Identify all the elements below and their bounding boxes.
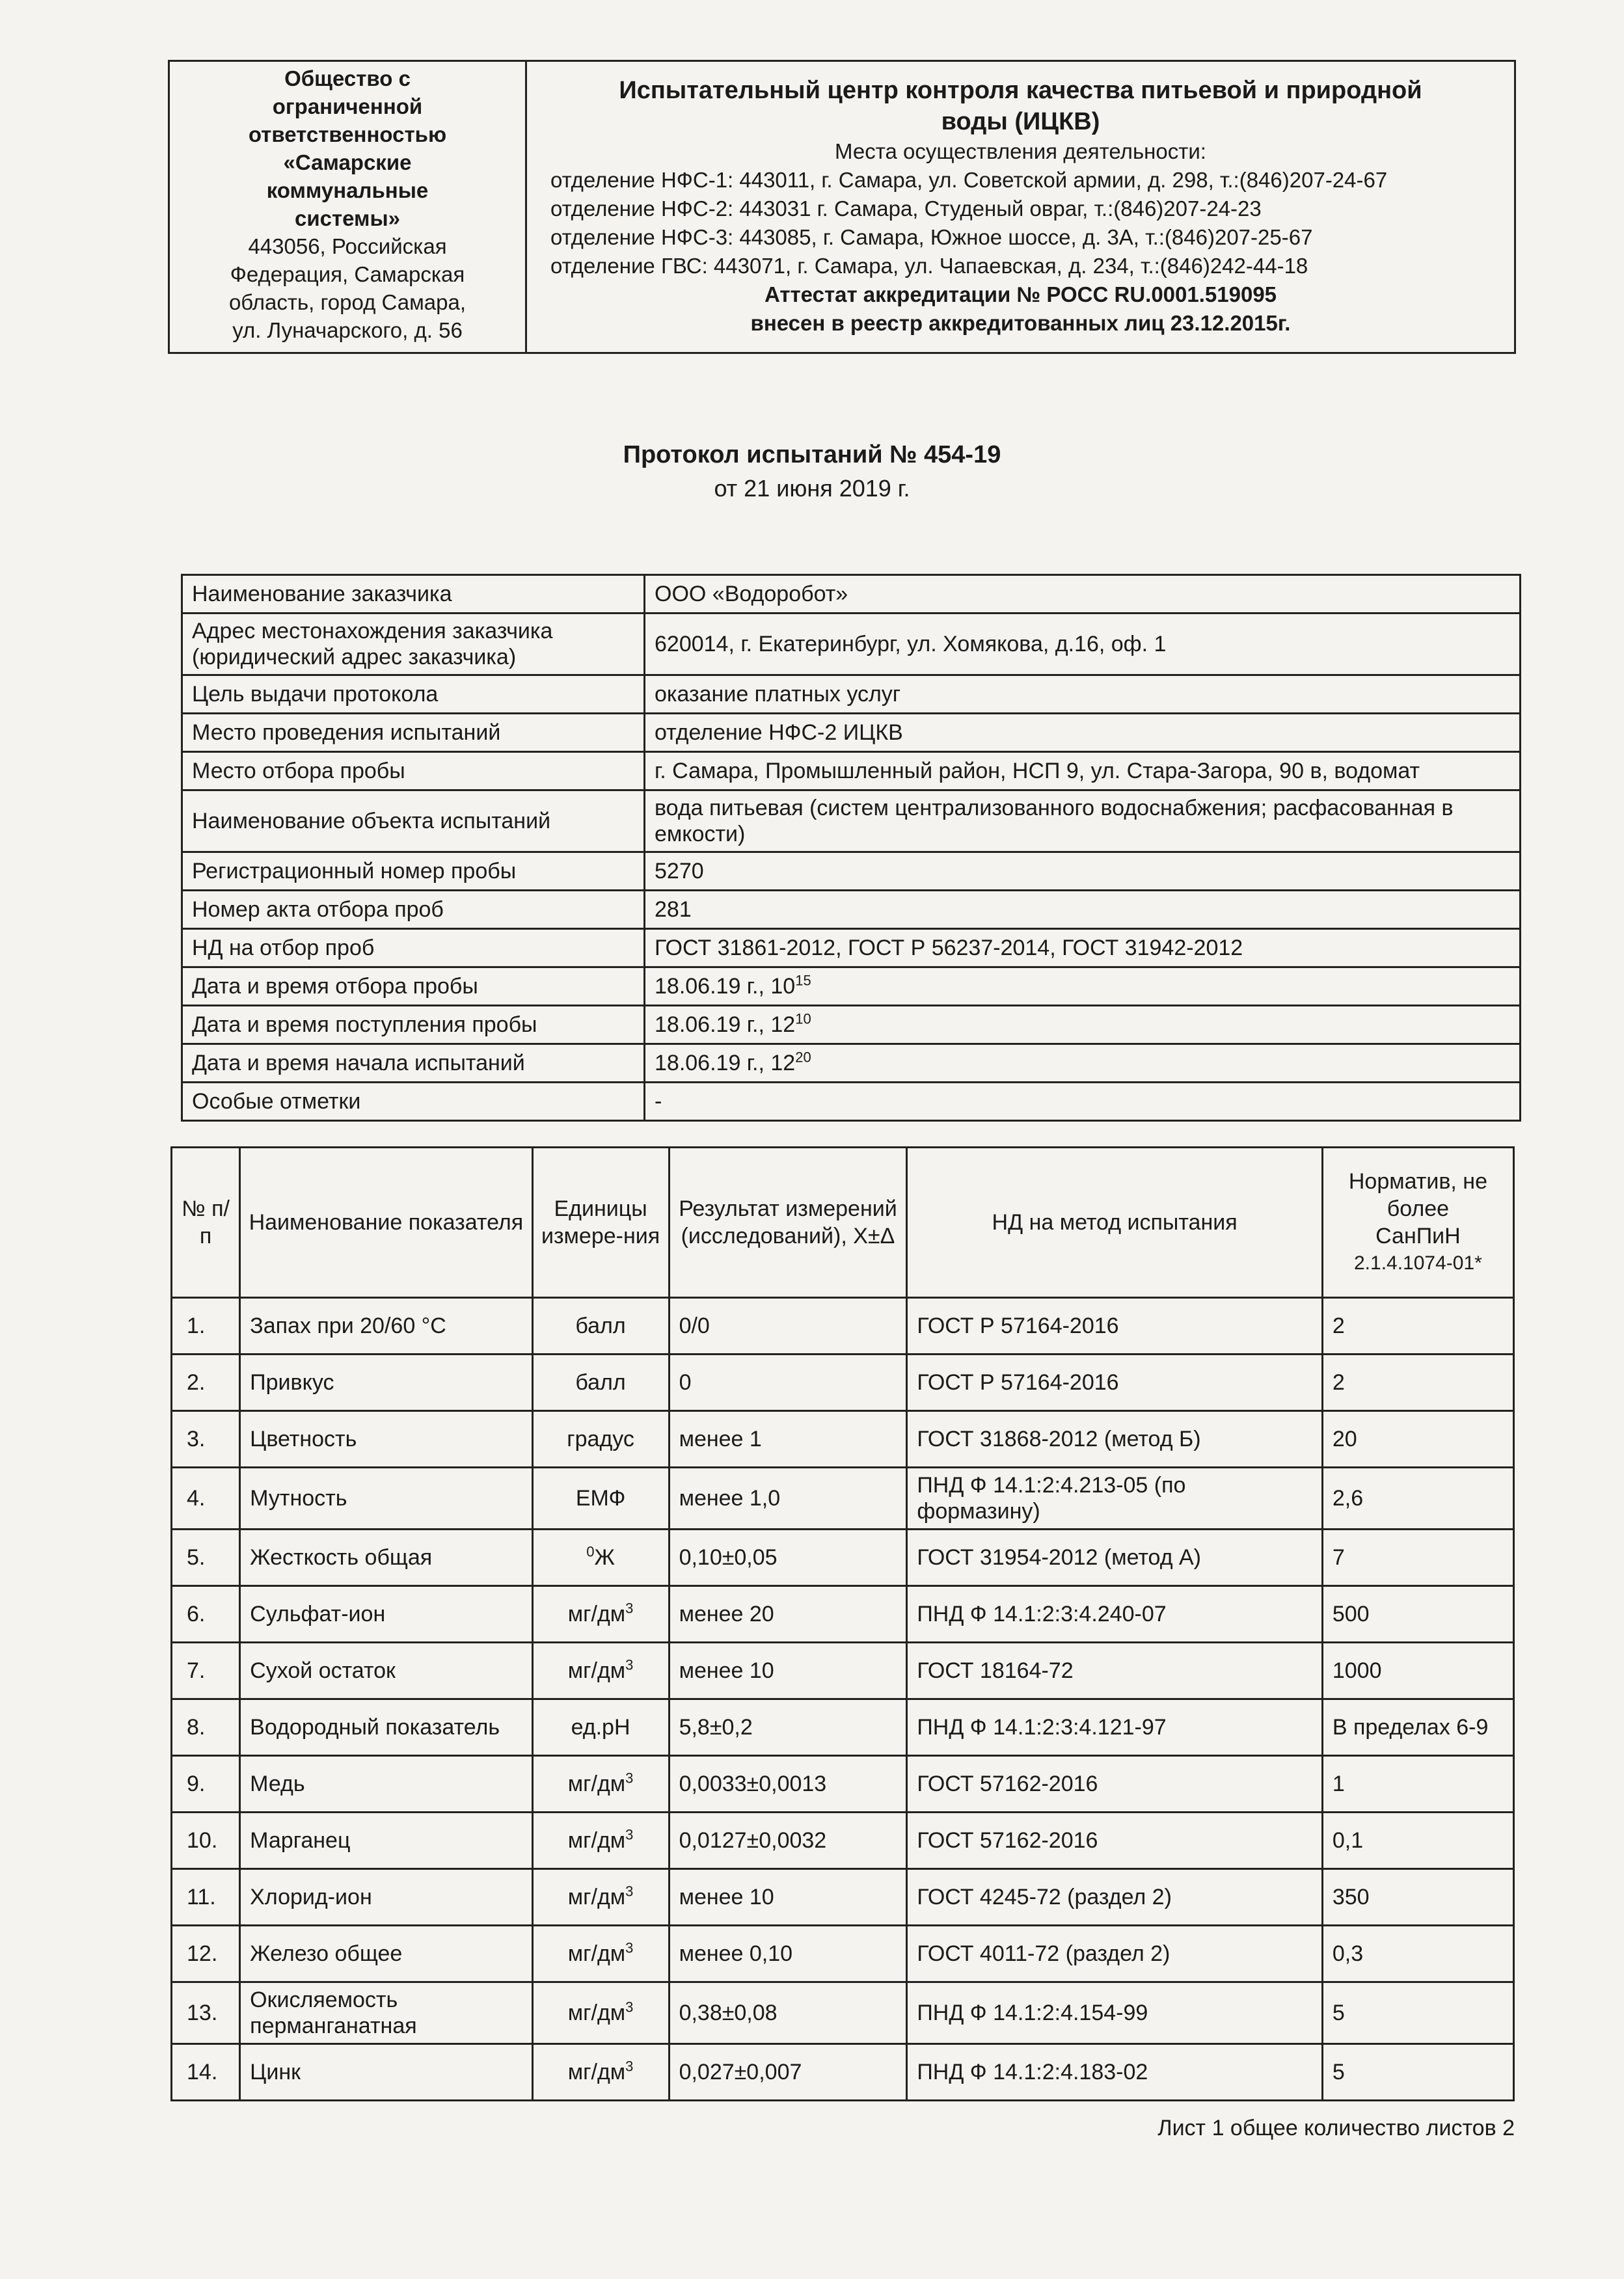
info-value-text: 620014, г. Екатеринбург, ул. Хомякова, д.16, оф. 1 — [655, 632, 1167, 656]
cell-method: ГОСТ Р 57164-2016 — [907, 1298, 1323, 1355]
info-row — [182, 675, 1521, 714]
cell-norm: 7 — [1322, 1530, 1513, 1586]
info-value — [645, 1083, 1521, 1121]
cell-num: 3. — [172, 1411, 240, 1468]
cell-num: 7. — [172, 1643, 240, 1699]
info-label: Номер акта отбора проб — [182, 891, 645, 929]
cell-name: Окисляемость перманганатная — [240, 1982, 532, 2044]
result-row — [172, 1869, 1514, 1926]
cell-result: 0,0033±0,0013 — [669, 1756, 907, 1813]
info-value-text: г. Самара, Промышленный район, НСП 9, ул. Стара-Загора, 90 в, водомат — [655, 759, 1420, 783]
cell-norm: 5 — [1322, 2044, 1513, 2101]
info-row — [182, 1044, 1521, 1083]
cell-num: 14. — [172, 2044, 240, 2101]
header-block — [168, 60, 1516, 354]
cell-num: 1. — [172, 1298, 240, 1355]
cell-num: 10. — [172, 1813, 240, 1869]
cell-num: 8. — [172, 1699, 240, 1756]
info-row — [182, 752, 1521, 790]
unit-text: градус — [567, 1427, 634, 1451]
cell-name: Привкус — [240, 1355, 532, 1411]
cell-num: 4. — [172, 1468, 240, 1530]
unit-text: балл — [575, 1370, 626, 1395]
col-num-header: № п/п — [172, 1148, 240, 1298]
info-label: Наименование объекта испытаний — [182, 790, 645, 852]
testing-center-cell — [526, 61, 1515, 353]
time-minutes: 15 — [795, 972, 811, 989]
norm-header-line: Норматив, не более — [1348, 1169, 1487, 1221]
cell-result: менее 10 — [669, 1869, 907, 1926]
cell-unit — [532, 1586, 669, 1643]
cell-result: 0,027±0,007 — [669, 2044, 907, 2101]
cell-name: Цинк — [240, 2044, 532, 2101]
cell-unit — [532, 1756, 669, 1813]
info-label: Дата и время отбора пробы — [182, 967, 645, 1006]
info-row — [182, 967, 1521, 1006]
cell-norm: 2 — [1322, 1298, 1513, 1355]
info-value — [645, 575, 1521, 614]
cell-norm: 2,6 — [1322, 1468, 1513, 1530]
col-unit-header: Единицы измере-ния — [532, 1148, 669, 1298]
unit-superscript: 0 — [586, 1543, 595, 1560]
cell-name: Медь — [240, 1756, 532, 1813]
cell-unit — [532, 1813, 669, 1869]
cell-method: ГОСТ 4011-72 (раздел 2) — [907, 1926, 1323, 1982]
cell-num: 5. — [172, 1530, 240, 1586]
unit-text: балл — [575, 1314, 626, 1338]
cell-num: 13. — [172, 1982, 240, 2044]
cell-norm: 0,1 — [1322, 1813, 1513, 1869]
cell-method: ГОСТ 18164-72 — [907, 1643, 1323, 1699]
places-title: Места осуществления деятельности: — [835, 139, 1206, 163]
place-line: отделение НФС-1: 443011, г. Самара, ул. Советской армии, д. 298, т.:(846)207-24-67 — [550, 168, 1388, 192]
result-row — [172, 1643, 1514, 1699]
result-row — [172, 2044, 1514, 2101]
info-value-text: - — [655, 1089, 662, 1114]
unit-superscript: 3 — [625, 1656, 634, 1673]
unit-superscript: 3 — [625, 1600, 634, 1617]
info-value-text: 18.06.19 г., 10 — [655, 974, 796, 999]
org-name-line: системы» — [294, 206, 401, 230]
result-row — [172, 1813, 1514, 1869]
unit-text: мг/дм — [567, 2060, 626, 2084]
cell-name: Мутность — [240, 1468, 532, 1530]
cell-num: 9. — [172, 1756, 240, 1813]
info-row — [182, 1006, 1521, 1044]
cell-result: 0,0127±0,0032 — [669, 1813, 907, 1869]
cell-unit — [532, 1411, 669, 1468]
unit-superscript: 3 — [625, 1999, 634, 2016]
info-value-text: 18.06.19 г., 12 — [655, 1012, 796, 1037]
info-label: Адрес местонахождения заказчика (юридический адрес заказчика) — [182, 614, 645, 675]
info-value — [645, 790, 1521, 852]
unit-superscript: 3 — [625, 1826, 634, 1843]
accreditation-line: внесен в реестр аккредитованных лиц 23.12.2015г. — [750, 311, 1291, 335]
cell-norm: 1 — [1322, 1756, 1513, 1813]
info-value — [645, 714, 1521, 752]
cell-unit — [532, 1298, 669, 1355]
results-header-row — [172, 1148, 1514, 1298]
cell-unit — [532, 1468, 669, 1530]
cell-method: ГОСТ 31954-2012 (метод А) — [907, 1530, 1323, 1586]
result-row — [172, 1699, 1514, 1756]
cell-norm: 1000 — [1322, 1643, 1513, 1699]
cell-result: 0 — [669, 1355, 907, 1411]
cell-method: ГОСТ 31868-2012 (метод Б) — [907, 1411, 1323, 1468]
cell-unit — [532, 2044, 669, 2101]
cell-method: ПНД Ф 14.1:2:3:4.240-07 — [907, 1586, 1323, 1643]
org-name-line: «Самарские — [283, 150, 412, 174]
info-row — [182, 790, 1521, 852]
cell-name: Сульфат-ион — [240, 1586, 532, 1643]
info-value-text: 281 — [655, 897, 692, 922]
cell-result: менее 20 — [669, 1586, 907, 1643]
cell-num: 2. — [172, 1355, 240, 1411]
norm-header-doc: 2.1.4.1074-01* — [1354, 1252, 1482, 1274]
cell-result: 0,38±0,08 — [669, 1982, 907, 2044]
info-label: Наименование заказчика — [182, 575, 645, 614]
info-value — [645, 1044, 1521, 1083]
cell-method: ГОСТ 57162-2016 — [907, 1756, 1323, 1813]
col-norm-header — [1322, 1148, 1513, 1298]
cell-name: Сухой остаток — [240, 1643, 532, 1699]
unit-superscript: 3 — [625, 1770, 634, 1787]
time-minutes: 20 — [795, 1049, 811, 1066]
info-value — [645, 614, 1521, 675]
cell-norm: 20 — [1322, 1411, 1513, 1468]
cell-method: ГОСТ 4245-72 (раздел 2) — [907, 1869, 1323, 1926]
info-row — [182, 1083, 1521, 1121]
cell-unit — [532, 1643, 669, 1699]
info-label: Место отбора пробы — [182, 752, 645, 790]
org-name-line: ответственностью — [248, 122, 447, 146]
unit-superscript: 3 — [625, 2058, 634, 2075]
cell-result: менее 1,0 — [669, 1468, 907, 1530]
col-name-header: Наименование показателя — [240, 1148, 532, 1298]
unit-text: Ж — [594, 1545, 615, 1570]
cell-method: ПНД Ф 14.1:2:4.183-02 — [907, 2044, 1323, 2101]
org-name-line: Общество с — [284, 66, 411, 90]
cell-name: Железо общее — [240, 1926, 532, 1982]
col-method-header: НД на метод испытания — [907, 1148, 1323, 1298]
col-result-header: Результат измерений (исследований), X±Δ — [669, 1148, 907, 1298]
result-row — [172, 1530, 1514, 1586]
cell-name: Цветность — [240, 1411, 532, 1468]
cell-unit — [532, 1699, 669, 1756]
cell-result: менее 1 — [669, 1411, 907, 1468]
info-label: Цель выдачи протокола — [182, 675, 645, 714]
info-row — [182, 852, 1521, 891]
org-address-line: область, город Самара, — [228, 290, 467, 314]
info-row — [182, 891, 1521, 929]
cell-unit — [532, 1926, 669, 1982]
place-line: отделение НФС-2: 443031 г. Самара, Студеный овраг, т.:(846)207-24-23 — [550, 196, 1262, 221]
unit-text: мг/дм — [567, 2001, 626, 2025]
info-value-text: отделение НФС-2 ИЦКВ — [655, 720, 903, 745]
cell-unit — [532, 1982, 669, 2044]
unit-text: мг/дм — [567, 1602, 626, 1626]
cell-method: ПНД Ф 14.1:2:4.154-99 — [907, 1982, 1323, 2044]
sample-info-table — [181, 574, 1521, 1122]
cell-result: 5,8±0,2 — [669, 1699, 907, 1756]
cell-norm: 2 — [1322, 1355, 1513, 1411]
unit-text: мг/дм — [567, 1941, 626, 1966]
unit-text: мг/дм — [567, 1658, 626, 1683]
result-row — [172, 1298, 1514, 1355]
center-title-line: воды (ИЦКВ) — [941, 108, 1100, 135]
org-address-line: Федерация, Самарская — [230, 262, 465, 286]
cell-name: Водородный показатель — [240, 1699, 532, 1756]
cell-unit — [532, 1355, 669, 1411]
info-value — [645, 852, 1521, 891]
info-value-text: 5270 — [655, 859, 704, 883]
place-line: отделение НФС-3: 443085, г. Самара, Южное шоссе, д. 3А, т.:(846)207-25-67 — [550, 225, 1313, 249]
result-row — [172, 1355, 1514, 1411]
info-value — [645, 1006, 1521, 1044]
cell-num: 6. — [172, 1586, 240, 1643]
cell-name: Хлорид-ион — [240, 1869, 532, 1926]
unit-text: ЕМФ — [575, 1486, 626, 1511]
cell-method: ГОСТ 57162-2016 — [907, 1813, 1323, 1869]
info-row — [182, 614, 1521, 675]
info-label: Дата и время поступления пробы — [182, 1006, 645, 1044]
result-row — [172, 1468, 1514, 1530]
info-label: Особые отметки — [182, 1083, 645, 1121]
unit-text: ед.pH — [571, 1715, 630, 1740]
norm-header-line: СанПиН — [1375, 1224, 1461, 1248]
cell-norm: В пределах 6-9 — [1322, 1699, 1513, 1756]
cell-unit — [532, 1530, 669, 1586]
info-value-text: ГОСТ 31861-2012, ГОСТ Р 56237-2014, ГОСТ 31942-2012 — [655, 936, 1243, 960]
protocol-title: Протокол испытаний № 454-19 — [623, 441, 1001, 468]
info-value — [645, 967, 1521, 1006]
info-label: Место проведения испытаний — [182, 714, 645, 752]
org-address-line: ул. Луначарского, д. 56 — [232, 318, 463, 342]
result-row — [172, 1411, 1514, 1468]
organization-cell — [169, 61, 526, 353]
center-title-line: Испытательный центр контроля качества питьевой и природной — [619, 77, 1422, 104]
cell-unit — [532, 1869, 669, 1926]
info-value — [645, 752, 1521, 790]
info-value-text: ООО «Водоробот» — [655, 582, 848, 606]
cell-method: ПНД Ф 14.1:2:3:4.121-97 — [907, 1699, 1323, 1756]
time-minutes: 10 — [795, 1010, 811, 1027]
result-row — [172, 1982, 1514, 2044]
info-row — [182, 575, 1521, 614]
info-value-text: 18.06.19 г., 12 — [655, 1051, 796, 1075]
info-row — [182, 929, 1521, 967]
org-address-line: 443056, Российская — [248, 234, 447, 258]
cell-norm: 350 — [1322, 1869, 1513, 1926]
cell-result: 0,10±0,05 — [669, 1530, 907, 1586]
unit-text: мг/дм — [567, 1885, 626, 1909]
result-row — [172, 1586, 1514, 1643]
info-value-text: вода питьевая (систем централизованного водоснабжения; расфасованная в емкости) — [655, 796, 1454, 846]
place-line: отделение ГВС: 443071, г. Самара, ул. Чапаевская, д. 234, т.:(846)242-44-18 — [550, 254, 1308, 278]
unit-text: мг/дм — [567, 1772, 626, 1796]
cell-name: Запах при 20/60 °С — [240, 1298, 532, 1355]
cell-method: ГОСТ Р 57164-2016 — [907, 1355, 1323, 1411]
info-value — [645, 675, 1521, 714]
protocol-date: от 21 июня 2019 г. — [714, 475, 910, 502]
cell-name: Жесткость общая — [240, 1530, 532, 1586]
results-table — [170, 1146, 1515, 2101]
cell-result: менее 0,10 — [669, 1926, 907, 1982]
info-row — [182, 714, 1521, 752]
unit-superscript: 3 — [625, 1939, 634, 1956]
info-value-text: оказание платных услуг — [655, 682, 901, 707]
cell-norm: 0,3 — [1322, 1926, 1513, 1982]
info-label: Регистрационный номер пробы — [182, 852, 645, 891]
cell-norm: 5 — [1322, 1982, 1513, 2044]
org-name-line: коммунальные — [266, 178, 429, 202]
page-footer: Лист 1 общее количество листов 2 — [1157, 2116, 1515, 2140]
cell-method: ПНД Ф 14.1:2:4.213-05 (по формазину) — [907, 1468, 1323, 1530]
info-label: НД на отбор проб — [182, 929, 645, 967]
cell-norm: 500 — [1322, 1586, 1513, 1643]
cell-num: 12. — [172, 1926, 240, 1982]
info-value — [645, 891, 1521, 929]
info-label: Дата и время начала испытаний — [182, 1044, 645, 1083]
cell-num: 11. — [172, 1869, 240, 1926]
cell-name: Марганец — [240, 1813, 532, 1869]
cell-result: менее 10 — [669, 1643, 907, 1699]
result-row — [172, 1926, 1514, 1982]
info-value — [645, 929, 1521, 967]
unit-text: мг/дм — [567, 1828, 626, 1853]
result-row — [172, 1756, 1514, 1813]
org-name-line: ограниченной — [272, 94, 423, 118]
accreditation-line: Аттестат аккредитации № РОСС RU.0001.519095 — [764, 282, 1277, 306]
unit-superscript: 3 — [625, 1883, 634, 1900]
cell-result: 0/0 — [669, 1298, 907, 1355]
